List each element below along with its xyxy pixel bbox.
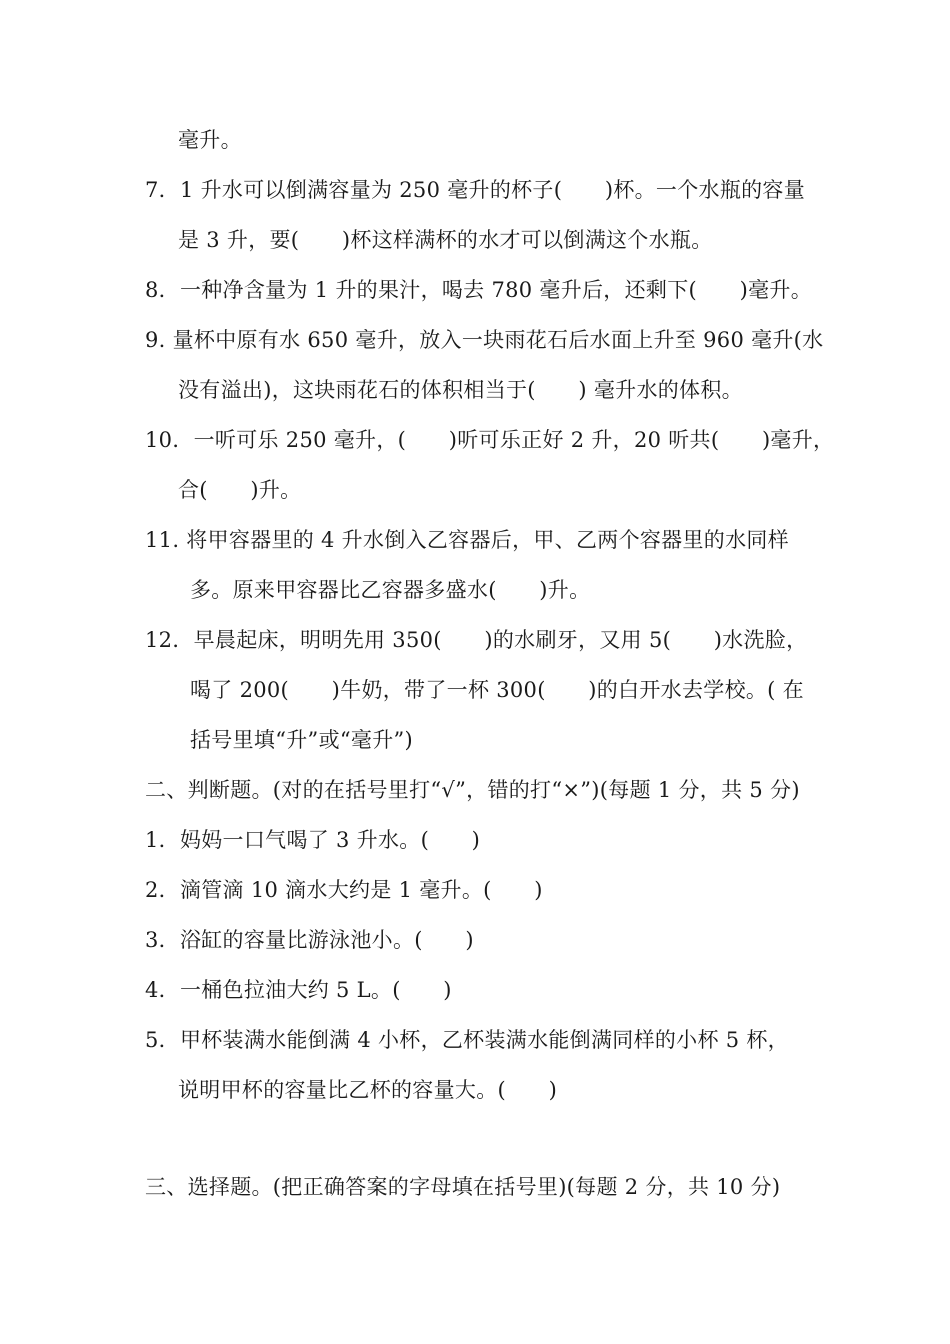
judge-item-2: 2．滴管滴 10 滴水大约是 1 毫升。( ): [145, 878, 543, 902]
judge-item-1: 1．妈妈一口气喝了 3 升水。( ): [145, 828, 481, 852]
question-9-line-1: 9. 量杯中原有水 650 毫升，放入一块雨花石后水面上升至 960 毫升(水: [145, 328, 824, 352]
judge-item-5-line-2: 说明甲杯的容量比乙杯的容量大。( ): [178, 1078, 558, 1102]
section-3-heading: 三、选择题。(把正确答案的字母填在括号里)(每题 2 分，共 10 分): [145, 1175, 781, 1199]
question-7-line-1: 7．1 升水可以倒满容量为 250 毫升的杯子( )杯。一个水瓶的容量: [145, 178, 806, 202]
question-11-line-2: 多。原来甲容器比乙容器多盛水( )升。: [190, 578, 591, 602]
question-8: 8．一种净含量为 1 升的果汁，喝去 780 毫升后，还剩下( )毫升。: [145, 278, 812, 302]
question-12-line-1: 12．早晨起床，明明先用 350( )的水刷牙，又用 5( )水洗脸，: [145, 628, 808, 652]
judge-item-5-line-1: 5．甲杯装满水能倒满 4 小杯，乙杯装满水能倒满同样的小杯 5 杯，: [145, 1028, 789, 1052]
q6-continuation: 毫升。: [178, 128, 242, 152]
question-10-line-1: 10．一听可乐 250 毫升，( )听可乐正好 2 升，20 听共( )毫升，: [145, 428, 835, 452]
question-10-line-2: 合( )升。: [178, 478, 302, 502]
question-12-line-2: 喝了 200( )牛奶，带了一杯 300( )的白开水去学校。( 在: [190, 678, 804, 702]
judge-item-3: 3．浴缸的容量比游泳池小。( ): [145, 928, 474, 952]
question-11-line-1: 11. 将甲容器里的 4 升水倒入乙容器后，甲、乙两个容器里的水同样: [145, 528, 789, 552]
judge-item-4: 4．一桶色拉油大约 5 L。( ): [145, 978, 452, 1002]
section-2-heading: 二、判断题。(对的在括号里打“√”，错的打“×”)(每题 1 分，共 5 分): [145, 778, 800, 802]
question-7-line-2: 是 3 升，要( )杯这样满杯的水才可以倒满这个水瓶。: [178, 228, 713, 252]
question-9-line-2: 没有溢出)，这块雨花石的体积相当于( ) 毫升水的体积。: [178, 378, 743, 402]
question-12-line-3: 括号里填“升”或“毫升”): [190, 728, 414, 752]
